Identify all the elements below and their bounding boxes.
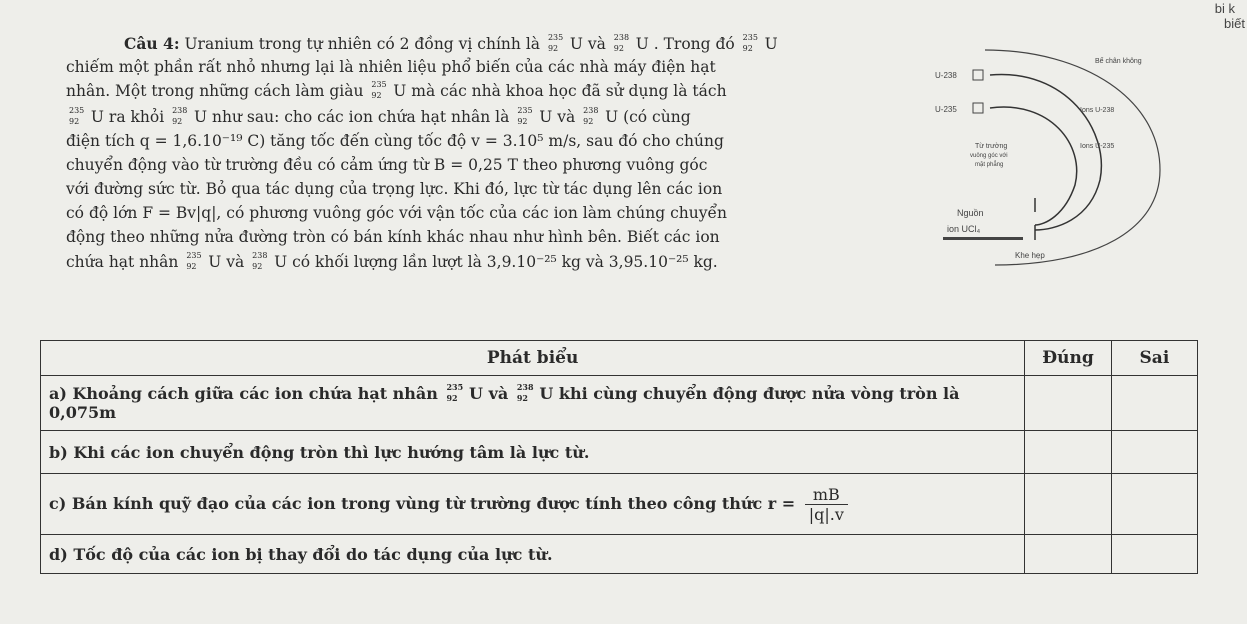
text-span: a) Khoảng cách giữa các ion chứa hạt nhân xyxy=(49,384,444,403)
text-span: U có khối lượng lần lượt là 3,9.10⁻²⁵ kg và 3,95.10⁻²⁵ kg. xyxy=(269,253,718,271)
question-line-6: chuyển động vào từ trường đều có cảm ứng từ B = 0,25 T theo phương vuông góc xyxy=(66,156,708,174)
text-span: U và xyxy=(203,253,250,271)
text-span: U và xyxy=(463,384,514,403)
statement-d: d) Tốc độ của các ion bị thay đổi do tác dụng của lực từ. xyxy=(41,535,1025,574)
formula-denominator: |q|.v xyxy=(808,504,844,524)
field-label-2: vuông góc với xyxy=(970,153,1008,159)
answer-false-b[interactable] xyxy=(1111,431,1197,474)
answer-true-d[interactable] xyxy=(1025,535,1112,574)
answer-false-d[interactable] xyxy=(1111,535,1197,574)
text-span: chứa hạt nhân xyxy=(66,253,184,271)
text-span: c) Bán kính quỹ đạo của các ion trong vùng từ trường được tính theo công thức r = xyxy=(49,493,801,513)
question-line-5: điện tích q = 1,6.10⁻¹⁹ C) tăng tốc đến cùng tốc độ v = 3.10⁵ m/s, sau đó cho chúng xyxy=(66,132,724,150)
nuclide-235: 235 92 xyxy=(69,106,85,126)
ions238-label: Ions U-238 xyxy=(1080,107,1115,114)
nuclide-238: 238 92 xyxy=(516,382,534,403)
formula-numerator: mB xyxy=(805,485,848,505)
nuclide-238: 238 92 xyxy=(252,251,268,271)
text-span: U mà các nhà khoa học đã sử dụng là tách xyxy=(388,82,727,100)
nuclide-235: 235 92 xyxy=(547,33,564,53)
radius-formula xyxy=(805,485,848,524)
statement-b: b) Khi các ion chuyển động tròn thì lực hướng tâm là lực từ. xyxy=(41,431,1025,474)
question-label: Câu 4: xyxy=(124,34,180,53)
question-line-1 xyxy=(124,33,778,55)
answer-true-a[interactable] xyxy=(1025,376,1112,431)
question-line-7: với đường sức từ. Bỏ qua tác dụng của trọng lực. Khi đó, lực từ tác dụng lên các ion xyxy=(66,180,723,198)
detector-u238 xyxy=(973,70,983,80)
field-label-1: Từ trường xyxy=(975,143,1008,150)
text-span: U khi cùng chuyển động được nửa vòng tròn là 0,075m xyxy=(49,384,960,422)
header-true: Đúng xyxy=(1025,341,1112,376)
text-span: U và xyxy=(564,35,611,53)
header-false: Sai xyxy=(1111,341,1197,376)
nuclide-238: 238 92 xyxy=(172,106,188,126)
table-row xyxy=(41,376,1198,431)
detector-u235 xyxy=(973,103,983,113)
nuclide-235: 235 92 xyxy=(371,80,387,100)
text-span: U xyxy=(759,35,778,53)
nuclide-238: 238 92 xyxy=(613,33,630,53)
text-span: U và xyxy=(534,108,581,126)
text-span: nhân. Một trong những cách làm giàu xyxy=(66,82,369,100)
corner-fragment-2: biết xyxy=(1224,16,1245,31)
source-label-1: Nguồn xyxy=(957,208,984,218)
nuclide-235: 235 92 xyxy=(517,106,533,126)
slit-label: Khe hẹp xyxy=(1015,251,1045,260)
statement-a xyxy=(41,376,1025,431)
answer-false-c[interactable] xyxy=(1111,474,1197,535)
text-span: U ra khỏi xyxy=(86,108,170,126)
table-header-row xyxy=(41,341,1198,376)
text-span: U (có cùng xyxy=(600,108,691,126)
table-row xyxy=(41,474,1198,535)
nuclide-235: 235 92 xyxy=(446,382,464,403)
chamber-boundary xyxy=(985,50,1160,265)
answer-true-b[interactable] xyxy=(1025,431,1112,474)
question-line-8: có độ lớn F = Bv|q|, có phương vuông góc với vận tốc của các ion làm chúng chuyển xyxy=(66,204,728,222)
source-base xyxy=(943,237,1023,240)
question-line-2: chiếm một phần rất nhỏ nhưng lại là nhiên liệu phổ biến của các nhà máy điện hạt xyxy=(66,58,716,76)
nuclide-235: 235 92 xyxy=(742,33,758,53)
text-span: U như sau: cho các ion chứa hạt nhân là xyxy=(189,108,515,126)
question-line-4 xyxy=(66,106,691,128)
answer-false-a[interactable] xyxy=(1111,376,1197,431)
chamber-label: Bể chân không xyxy=(1095,58,1142,65)
table-row xyxy=(41,535,1198,574)
u235-label: U-235 xyxy=(935,105,957,114)
u238-label: U-238 xyxy=(935,71,957,80)
question-line-3 xyxy=(66,80,727,102)
text-span: U . Trong đó xyxy=(630,35,740,53)
mass-spectrometer-diagram xyxy=(935,40,1180,270)
statement-c xyxy=(41,474,1025,535)
ions235-label: Ions U-235 xyxy=(1080,143,1115,150)
nuclide-238: 238 92 xyxy=(583,106,599,126)
corner-fragment-1: bi k xyxy=(1214,1,1235,16)
source-label-2: ion UCl₄ xyxy=(947,224,981,234)
table-row xyxy=(41,431,1198,474)
question-line-10 xyxy=(66,251,718,273)
answer-true-c[interactable] xyxy=(1025,474,1112,535)
text-span: Uranium trong tự nhiên có 2 đồng vị chính là xyxy=(179,35,545,53)
question-line-9: động theo những nửa đường tròn có bán kính khác nhau như hình bên. Biết các ion xyxy=(66,228,720,246)
statement-table xyxy=(40,340,1198,574)
header-statement: Phát biểu xyxy=(41,341,1025,376)
nuclide-235: 235 92 xyxy=(186,251,202,271)
field-label-3: mặt phẳng xyxy=(975,162,1004,168)
